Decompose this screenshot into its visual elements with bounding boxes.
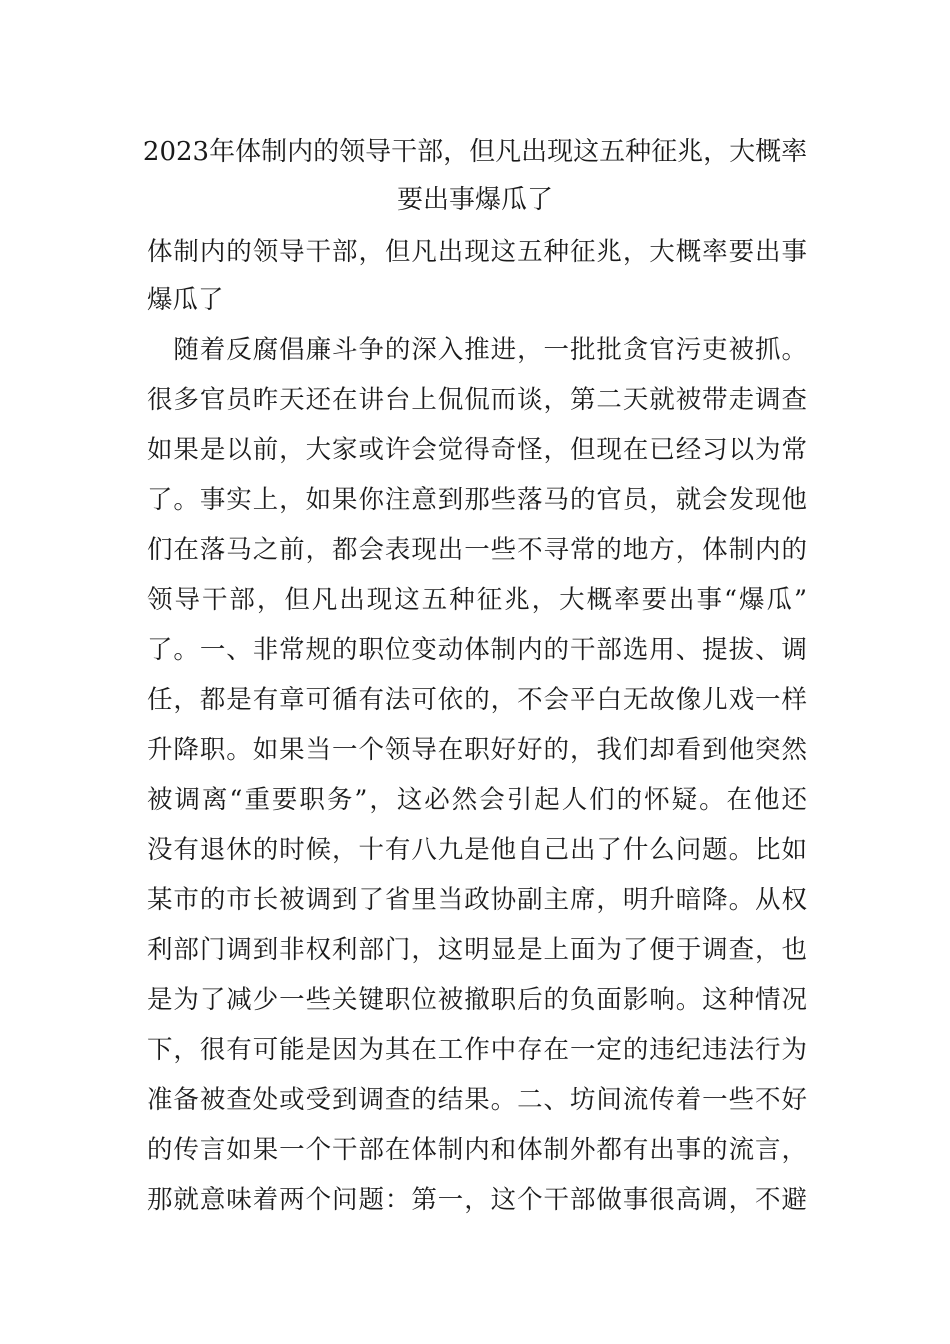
body-line: 任，都是有章可循有法可依的，不会平白无故像儿戏一样 <box>147 685 807 715</box>
document-title-line-1: 2023年体制内的领导干部，但凡出现这五种征兆，大概率 <box>142 137 808 167</box>
body-line: 那就意味着两个问题：第一，这个干部做事很高调，不避 <box>147 1185 807 1215</box>
document-title-line-2: 要出事爆瓜了 <box>396 185 553 215</box>
body-line: 如果是以前，大家或许会觉得奇怪，但现在已经习以为常 <box>147 435 807 465</box>
body-line: 某市的市长被调到了省里当政协副主席，明升暗降。从权 <box>147 885 807 915</box>
subtitle-line-2: 爆瓜了 <box>147 285 224 315</box>
subtitle-line-1: 体制内的领导干部，但凡出现这五种征兆，大概率要出事 <box>147 237 807 267</box>
body-line: 升降职。如果当一个领导在职好好的，我们却看到他突然 <box>147 735 807 765</box>
body-line: 利部门调到非权利部门，这明显是上面为了便于调查，也 <box>147 935 807 965</box>
body-line: 下，很有可能是因为其在工作中存在一定的违纪违法行为 <box>147 1035 807 1065</box>
body-line: 被调离“重要职务”，这必然会引起人们的怀疑。在他还 <box>147 785 807 815</box>
body-line: 是为了减少一些关键职位被撤职后的负面影响。这种情况 <box>147 985 807 1015</box>
body-line: 领导干部，但凡出现这五种征兆，大概率要出事“爆瓜” <box>147 585 807 615</box>
body-line: 很多官员昨天还在讲台上侃侃而谈，第二天就被带走调查 <box>147 385 807 415</box>
body-line: 了。一、非常规的职位变动体制内的干部选用、提拔、调 <box>147 635 807 665</box>
body-line: 准备被查处或受到调查的结果。二、坊间流传着一些不好 <box>147 1085 807 1115</box>
body-line: 们在落马之前，都会表现出一些不寻常的地方，体制内的 <box>147 535 807 565</box>
body-line: 的传言如果一个干部在体制内和体制外都有出事的流言， <box>147 1135 807 1165</box>
body-line: 没有退休的时候，十有八九是他自己出了什么问题。比如 <box>147 835 807 865</box>
body-line: 了。事实上，如果你注意到那些落马的官员，就会发现他 <box>147 485 807 515</box>
body-line: 随着反腐倡廉斗争的深入推进，一批批贪官污吏被抓。 <box>147 335 807 365</box>
